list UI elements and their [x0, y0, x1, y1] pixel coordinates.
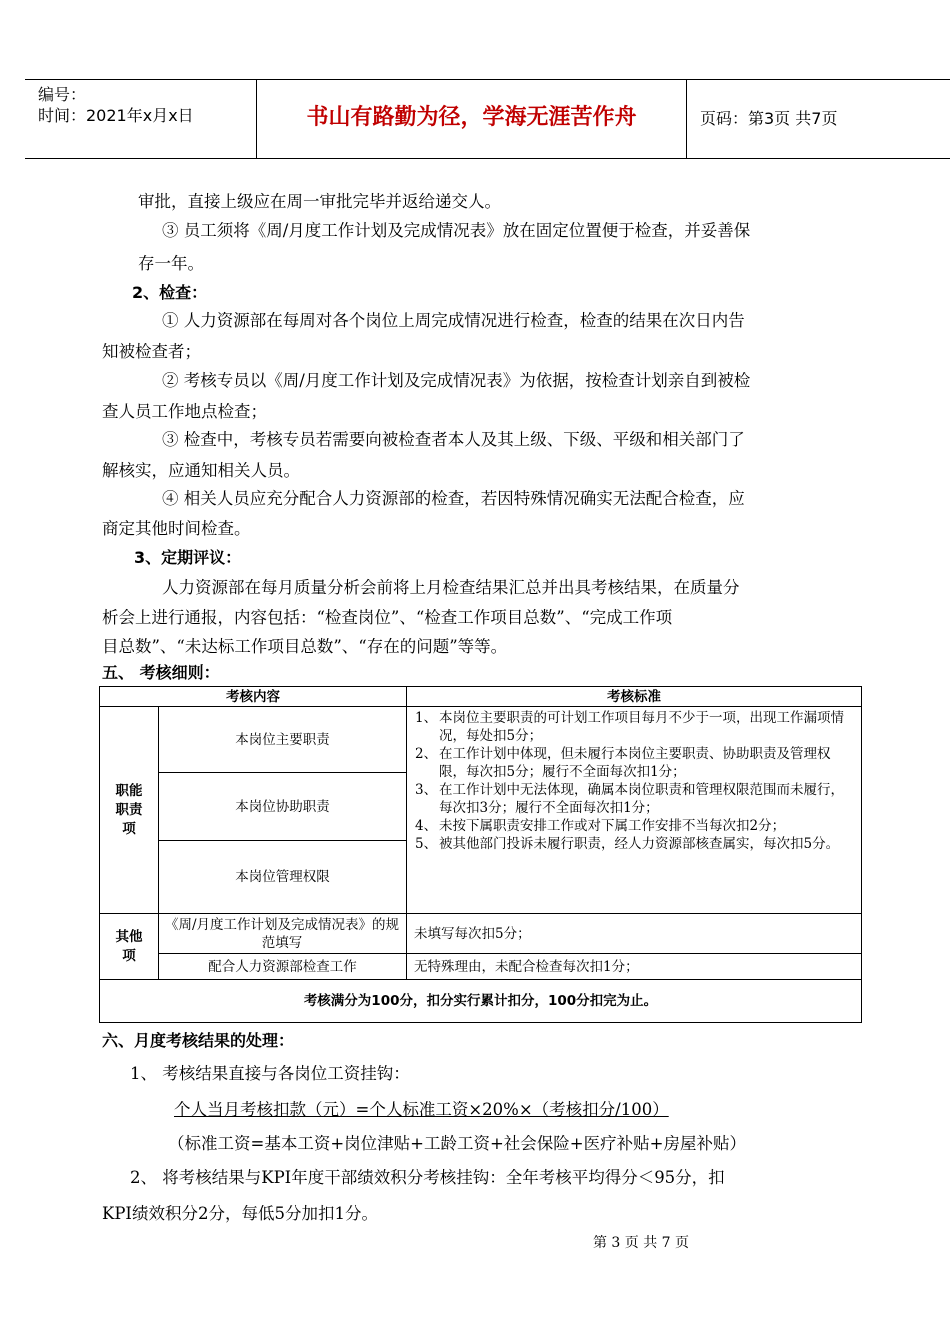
- table-cell: 《周/月度工作计划及完成情况表》的规范填写: [164, 916, 400, 951]
- criteria-item: 5、 被其他部门投诉未履行职责，经人力资源部核查属实，每次扣5分。: [415, 836, 840, 852]
- header-meta: [38, 84, 194, 126]
- body-line: 1、 考核结果直接与各岗位工资挂钩：: [130, 1064, 410, 1083]
- group-label-duties: 职能职责项: [115, 782, 143, 837]
- header-page-number: 页码：第3页 共7页: [700, 109, 838, 128]
- group-label-other: 其他项: [115, 928, 143, 964]
- column-header-standard: 考核标准: [607, 688, 661, 705]
- page-header: [25, 79, 950, 159]
- body-line: 人力资源部在每月质量分析会前将上月检查结果汇总并出具考核结果，在质量分: [162, 578, 740, 597]
- body-line: 存一年。: [138, 254, 204, 273]
- heading-section5: 五、 考核细则：: [102, 663, 220, 682]
- body-line: ① 人力资源部在每周对各个岗位上周完成情况进行检查，检查的结果在次日内告: [162, 311, 745, 330]
- criteria-item: 3、 在工作计划中无法体现，确属本岗位职责和管理权限范围而未履行，每次扣3分；履行不全面每次扣1分；: [415, 782, 844, 816]
- body-line: ③ 检查中，考核专员若需要向被检查者本人及其上级、下级、平级和相关部门了: [162, 430, 745, 449]
- criteria-item: 2、 在工作计划中体现，但未履行本岗位主要职责、协助职责及管理权限，每次扣5分；履行不全面每次扣1分；: [415, 746, 831, 780]
- heading-section6: 六、月度考核结果的处理：: [102, 1031, 295, 1050]
- table-cell: 本岗位管理权限: [235, 869, 330, 885]
- table-summary: 考核满分为100分，扣分实行累计扣分，100分扣完为止。: [303, 993, 658, 1009]
- body-line: ② 考核专员以《周/月度工作计划及完成情况表》为依据，按检查计划亲自到被检: [162, 371, 751, 390]
- body-line: KPI绩效积分2分，每低5分加扣1分。: [102, 1204, 378, 1223]
- deduction-formula: 个人当月考核扣款（元）=个人标准工资×20%×（考核扣分/100）: [174, 1100, 669, 1119]
- body-line: ④ 相关人员应充分配合人力资源部的检查，若因特殊情况确实无法配合检查，应: [162, 489, 745, 508]
- body-line: （标准工资=基本工资+岗位津贴+工龄工资+社会保险+医疗补贴+房屋补贴）: [168, 1134, 746, 1153]
- heading-review: 3、定期评议：: [134, 548, 242, 567]
- column-header-content: 考核内容: [226, 688, 280, 705]
- page-footer: 第 3 页 共 7 页: [592, 1235, 690, 1251]
- table-cell: 未填写每次扣5分；: [414, 925, 531, 942]
- body-line: 商定其他时间检查。: [102, 519, 251, 538]
- table-cell: 配合人力资源部检查工作: [208, 958, 357, 975]
- table-cell: 本岗位主要职责: [235, 731, 330, 748]
- body-line: 析会上进行通报，内容包括：“检查岗位”、“检查工作项目总数”、“完成工作项: [102, 608, 673, 627]
- assessment-table: [99, 686, 862, 1023]
- body-line: 知被检查者；: [102, 342, 201, 361]
- body-line: 目总数”、“未达标工作项目总数”、“存在的问题”等等。: [102, 637, 508, 656]
- table-cell: 本岗位协助职责: [235, 798, 330, 815]
- header-divider: [686, 80, 687, 158]
- criteria-item: 1、 本岗位主要职责的可计划工作项目每月不少于一项，出现工作漏项情况，每处扣5分；: [415, 710, 844, 744]
- body-line: 审批，直接上级应在周一审批完毕并返给递交人。: [138, 192, 501, 211]
- heading-check: 2、检查：: [132, 283, 208, 302]
- header-number: 编号：: [38, 85, 87, 104]
- criteria-list: [407, 709, 857, 853]
- criteria-item: 4、 未按下属职责安排工作或对下属工作安排不当每次扣2分；: [415, 818, 786, 834]
- header-time: 时间：2021年x月x日: [38, 106, 194, 125]
- header-motto: 书山有路勤为径，学海无涯苦作舟: [306, 105, 637, 130]
- body-line: ③ 员工须将《周/月度工作计划及完成情况表》放在固定位置便于检查，并妥善保: [162, 221, 751, 240]
- body-line: 查人员工作地点检查；: [102, 402, 267, 421]
- table-cell: 无特殊理由，未配合检查每次扣1分；: [414, 958, 639, 975]
- body-line: 2、 将考核结果与KPI年度干部绩效积分考核挂钩：全年考核平均得分＜95分，扣: [130, 1168, 725, 1187]
- body-line: 解核实，应通知相关人员。: [102, 461, 300, 480]
